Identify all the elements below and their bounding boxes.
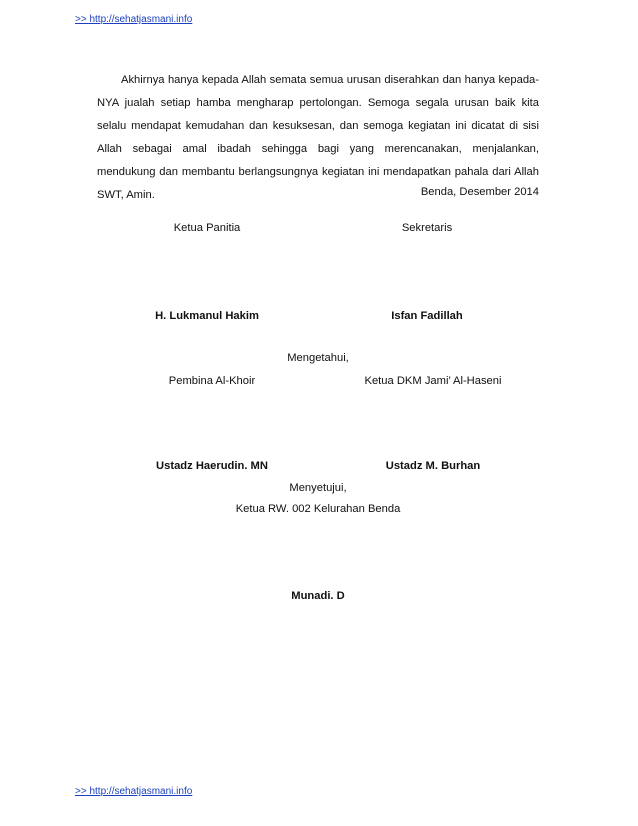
ketua-panitia-role: Ketua Panitia [173, 222, 241, 234]
header-website-link[interactable]: >> http://sehatjasmani.info [75, 14, 193, 25]
menyetujui-label: Menyetujui, [289, 482, 347, 494]
pembina-role: Pembina Al-Khoir [168, 375, 256, 387]
sekretaris-name: Isfan Fadillah [391, 310, 463, 322]
mengetahui-label: Mengetahui, [287, 352, 349, 364]
ketua-rw-name: Munadi. D [291, 590, 345, 602]
ketua-rw-role: Ketua RW. 002 Kelurahan Benda [235, 503, 401, 515]
sekretaris-role: Sekretaris [401, 222, 453, 234]
ketua-panitia-name: H. Lukmanul Hakim [155, 310, 259, 322]
ketua-dkm-role: Ketua DKM Jami’ Al-Haseni [364, 375, 502, 387]
place-date: Benda, Desember 2014 [420, 186, 539, 198]
pembina-name: Ustadz Haerudin. MN [156, 460, 268, 472]
footer-website-link[interactable]: >> http://sehatjasmani.info [75, 786, 193, 797]
closing-paragraph: Akhirnya hanya kepada Allah semata semua urusan diserahkan dan hanya kepada-NYA jualah setiap hamba mengharap pertolongan. Semoga segala urusan baik kita selalu mendapat kemudahan dan kesuksesan, dan semoga kegiatan ini dicatat di sisi Allah sebagai amal ibadah sehingga bagi yang merencanakan, menjalankan, mendukung dan membantu berlangsungnya kegiatan ini mendapatkan pahala dari Allah SWT, Amin. [97, 74, 539, 201]
ketua-dkm-name: Ustadz M. Burhan [385, 460, 481, 472]
